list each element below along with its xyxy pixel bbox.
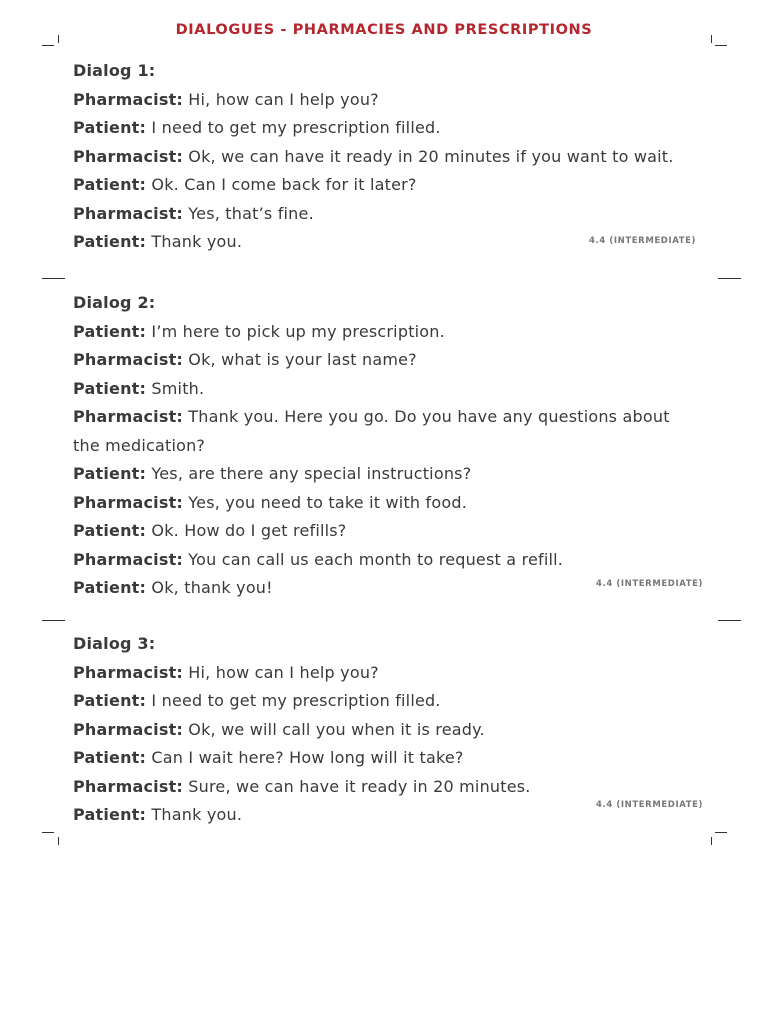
line-text: Sure, we can have it ready in 20 minutes. xyxy=(183,776,531,796)
dialog-heading: Dialog 3: xyxy=(73,634,156,653)
dialog-line xyxy=(73,716,713,745)
speaker-label: Pharmacist: xyxy=(73,203,184,223)
crop-mark-bottom-right xyxy=(715,832,727,833)
line-text: Smith. xyxy=(146,378,205,398)
level-tag: 4.4 (INTERMEDIATE) xyxy=(596,800,704,810)
speaker-label: Patient: xyxy=(73,691,147,710)
speaker-label: Pharmacist: xyxy=(73,350,184,369)
dialog-line xyxy=(73,318,713,347)
line-text: Hi, how can I help you? xyxy=(183,89,379,109)
speaker-label: Pharmacist: xyxy=(73,549,184,569)
crop-mark-bottom-left xyxy=(42,832,54,833)
dialog-line xyxy=(73,687,713,716)
speaker-label: Pharmacist: xyxy=(73,407,184,426)
speaker-label: Patient: xyxy=(73,175,147,194)
line-text: Yes, are there any special instructions? xyxy=(146,464,472,483)
line-text: Ok. How do I get refills? xyxy=(146,521,347,540)
dialog-line xyxy=(73,86,713,115)
line-text: Thank you. xyxy=(146,805,243,824)
dialog-line xyxy=(73,773,713,802)
dialog-line xyxy=(73,114,713,143)
dialog-line xyxy=(73,375,713,404)
cut-mark-right-2 xyxy=(718,620,741,621)
crop-mark-top-right-vertical xyxy=(711,35,712,43)
speaker-label: Patient: xyxy=(73,748,147,767)
line-text: I need to get my prescription filled. xyxy=(146,118,441,137)
dialog-line xyxy=(73,171,713,200)
dialog-line xyxy=(73,460,713,489)
dialog-1 xyxy=(73,57,713,257)
line-text: Yes, that’s fine. xyxy=(183,203,314,223)
crop-mark-top-left-vertical xyxy=(58,35,59,43)
speaker-label: Pharmacist: xyxy=(73,89,184,109)
speaker-label: Patient: xyxy=(73,805,147,824)
speaker-label: Patient: xyxy=(73,378,147,398)
speaker-label: Pharmacist: xyxy=(73,146,184,166)
speaker-label: Patient: xyxy=(73,321,147,341)
dialog-line xyxy=(73,200,713,229)
line-text: I need to get my prescription filled. xyxy=(146,691,441,710)
speaker-label: Patient: xyxy=(73,578,147,597)
line-text: Ok, we will call you when it is ready. xyxy=(183,719,485,739)
speaker-label: Pharmacist: xyxy=(73,492,184,512)
line-text: Thank you. Here you go. Do you have any questions about the medication? xyxy=(73,407,670,455)
dialog-line xyxy=(73,143,713,172)
cut-mark-right-1 xyxy=(718,278,741,279)
line-text: Ok. Can I come back for it later? xyxy=(146,175,417,194)
dialog-line xyxy=(73,489,713,518)
dialog-heading: Dialog 1: xyxy=(73,61,156,80)
dialog-2 xyxy=(73,289,713,603)
dialog-line xyxy=(73,659,713,688)
page-title: DIALOGUES - PHARMACIES AND PRESCRIPTIONS xyxy=(175,22,593,38)
speaker-label: Pharmacist: xyxy=(73,662,184,682)
line-text: You can call us each month to request a refill. xyxy=(183,549,564,569)
speaker-label: Patient: xyxy=(73,464,147,483)
crop-mark-top-right xyxy=(715,45,727,46)
cut-mark-left-1 xyxy=(42,278,65,279)
dialog-line xyxy=(73,517,713,546)
line-text: Yes, you need to take it with food. xyxy=(183,492,467,512)
crop-mark-bottom-right-vertical xyxy=(711,837,712,845)
line-text: I’m here to pick up my prescription. xyxy=(146,321,445,341)
speaker-label: Pharmacist: xyxy=(73,776,184,796)
line-text: Ok, we can have it ready in 20 minutes if you want to wait. xyxy=(183,146,674,166)
crop-mark-bottom-left-vertical xyxy=(58,837,59,845)
dialog-heading: Dialog 2: xyxy=(73,293,156,312)
speaker-label: Patient: xyxy=(73,232,147,251)
line-text: Hi, how can I help you? xyxy=(183,662,379,682)
dialog-line xyxy=(73,403,698,460)
cut-mark-left-2 xyxy=(42,620,65,621)
dialog-line xyxy=(73,744,713,773)
line-text: Thank you. xyxy=(146,232,243,251)
speaker-label: Patient: xyxy=(73,118,147,137)
crop-mark-top-left xyxy=(42,45,54,46)
line-text: Ok, thank you! xyxy=(146,578,273,597)
dialog-line xyxy=(73,546,713,575)
dialog-line xyxy=(73,346,713,375)
line-text: Can I wait here? How long will it take? xyxy=(146,748,464,767)
speaker-label: Pharmacist: xyxy=(73,719,184,739)
speaker-label: Patient: xyxy=(73,521,147,540)
line-text: Ok, what is your last name? xyxy=(183,350,417,369)
level-tag: 4.4 (INTERMEDIATE) xyxy=(596,579,704,589)
level-tag: 4.4 (INTERMEDIATE) xyxy=(589,236,697,246)
